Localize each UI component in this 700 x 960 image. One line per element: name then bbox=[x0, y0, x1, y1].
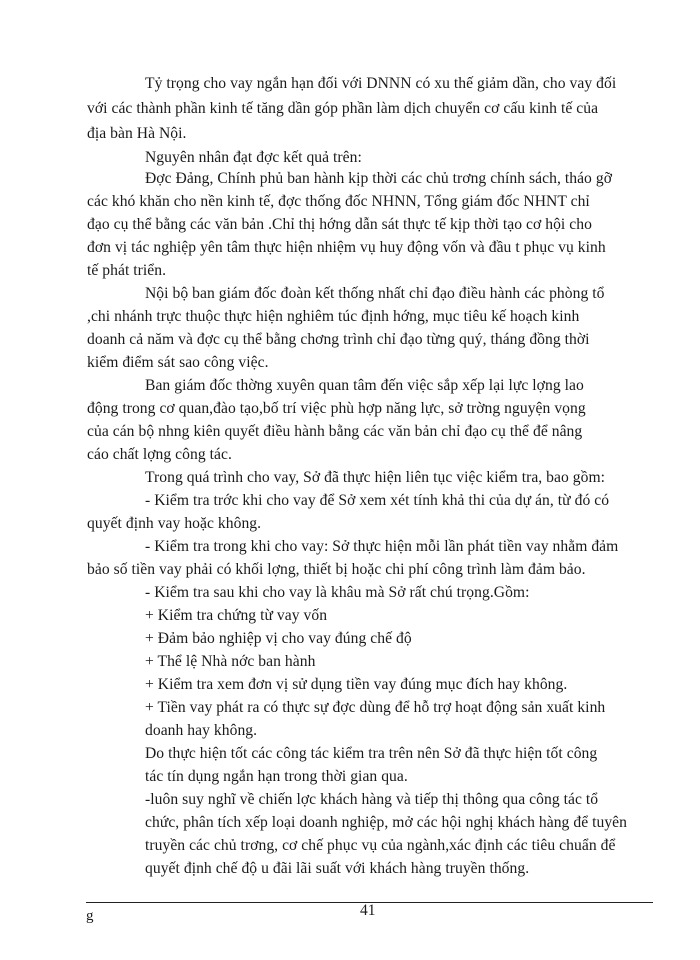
text-line: quyết định chế độ u đãi lãi suất với khách hàng truyền thống. bbox=[145, 860, 530, 877]
section-heading: Nguyên nhân đạt đợc kết quả trên: bbox=[145, 149, 362, 166]
text-line: tế phát triển. bbox=[87, 262, 167, 279]
text-line: tác tín dụng ngắn hạn trong thời gian qua. bbox=[145, 768, 408, 785]
list-item: + Kiểm tra chứng từ vay vốn bbox=[145, 607, 328, 624]
page-number: 41 bbox=[360, 902, 376, 919]
text-line: Tỷ trọng cho vay ngắn hạn đối với DNNN có xu thế giảm dần, cho vay đối bbox=[145, 75, 617, 92]
footer-mark: g bbox=[86, 908, 94, 924]
text-line: kiểm điểm sát sao công việc. bbox=[87, 354, 269, 371]
text-line: đạo cụ thể bằng các văn bản .Chỉ thị hớng dẫn sát thực tế kịp thời tạo cơ hội cho bbox=[87, 216, 592, 233]
text-line: Đợc Đảng, Chính phủ ban hành kịp thời các chủ trơng chính sách, tháo gỡ bbox=[145, 170, 612, 187]
text-line: cáo chất lợng công tác. bbox=[87, 446, 232, 463]
text-line: Ban giám đốc thờng xuyên quan tâm đến việc sắp xếp lại lực lợng lao bbox=[145, 377, 584, 394]
text-line: quyết định vay hoặc không. bbox=[87, 515, 262, 532]
text-line: đơn vị tác nghiệp yên tâm thực hiện nhiệm vụ huy động vốn và đầu t phục vụ kinh bbox=[87, 239, 606, 256]
text-line: ,chi nhánh trực thuộc thực hiện nghiêm túc định hớng, mục tiêu kế hoạch kinh bbox=[87, 308, 580, 325]
text-line: với các thành phần kinh tế tăng dần góp phần làm dịch chuyển cơ cấu kinh tế của bbox=[87, 100, 599, 117]
text-line: truyền các chủ trơng, cơ chế phục vụ của ngành,xác định các tiêu chuẩn để bbox=[145, 837, 616, 854]
text-line: Nội bộ ban giám đốc đoàn kết thống nhất chỉ đạo điều hành các phòng tổ bbox=[145, 285, 605, 302]
text-line: -luôn suy nghĩ về chiến lợc khách hàng và tiếp thị thông qua công tác tổ bbox=[145, 791, 599, 808]
text-line: của cán bộ nhng kiên quyết điều hành bằng các văn bản chỉ đạo cụ thể để nâng bbox=[87, 423, 583, 440]
list-item: - Kiểm tra trớc khi cho vay để Sở xem xét tính khả thi của dự án, từ đó có bbox=[145, 492, 610, 509]
text-line: Do thực hiện tốt các công tác kiểm tra trên nên Sở đã thực hiện tốt công bbox=[145, 745, 598, 762]
list-item: - Kiểm tra sau khi cho vay là khâu mà Sở rất chú trọng.Gồm: bbox=[145, 584, 530, 601]
text-line: doanh hay không. bbox=[145, 722, 258, 739]
text-line: chức, phân tích xếp loại doanh nghiệp, mở các hội nghị khách hàng để tuyên bbox=[145, 814, 628, 831]
text-line: các khó khăn cho nền kinh tế, đợc thống đốc NHNN, Tổng giám đốc NHNT chỉ bbox=[87, 193, 590, 210]
text-line: động trong cơ quan,đào tạo,bố trí việc phù hợp năng lực, sở trờng nguyện vọng bbox=[87, 400, 586, 417]
list-item: - Kiểm tra trong khi cho vay: Sở thực hiện mỗi lần phát tiền vay nhằm đảm bbox=[145, 538, 619, 555]
text-line: Trong quá trình cho vay, Sở đã thực hiện liên tục việc kiểm tra, bao gồm: bbox=[145, 469, 606, 486]
list-item: + Đảm bảo nghiệp vị cho vay đúng chế độ bbox=[145, 630, 412, 647]
list-item: + Thể lệ Nhà nớc ban hành bbox=[145, 653, 316, 670]
text-line: bảo số tiền vay phải có khối lợng, thiết bị hoặc chi phí công trình làm đảm bảo. bbox=[87, 561, 586, 578]
text-line: địa bàn Hà Nội. bbox=[87, 125, 187, 142]
text-line: doanh cả năm và đợc cụ thể bằng chơng trình chỉ đạo từng quý, tháng đồng thời bbox=[87, 331, 590, 348]
list-item: + Tiền vay phát ra có thực sự đợc dùng để hỗ trợ hoạt động sản xuất kinh bbox=[145, 699, 606, 716]
list-item: + Kiểm tra xem đơn vị sử dụng tiền vay đúng mục đích hay không. bbox=[145, 676, 568, 693]
